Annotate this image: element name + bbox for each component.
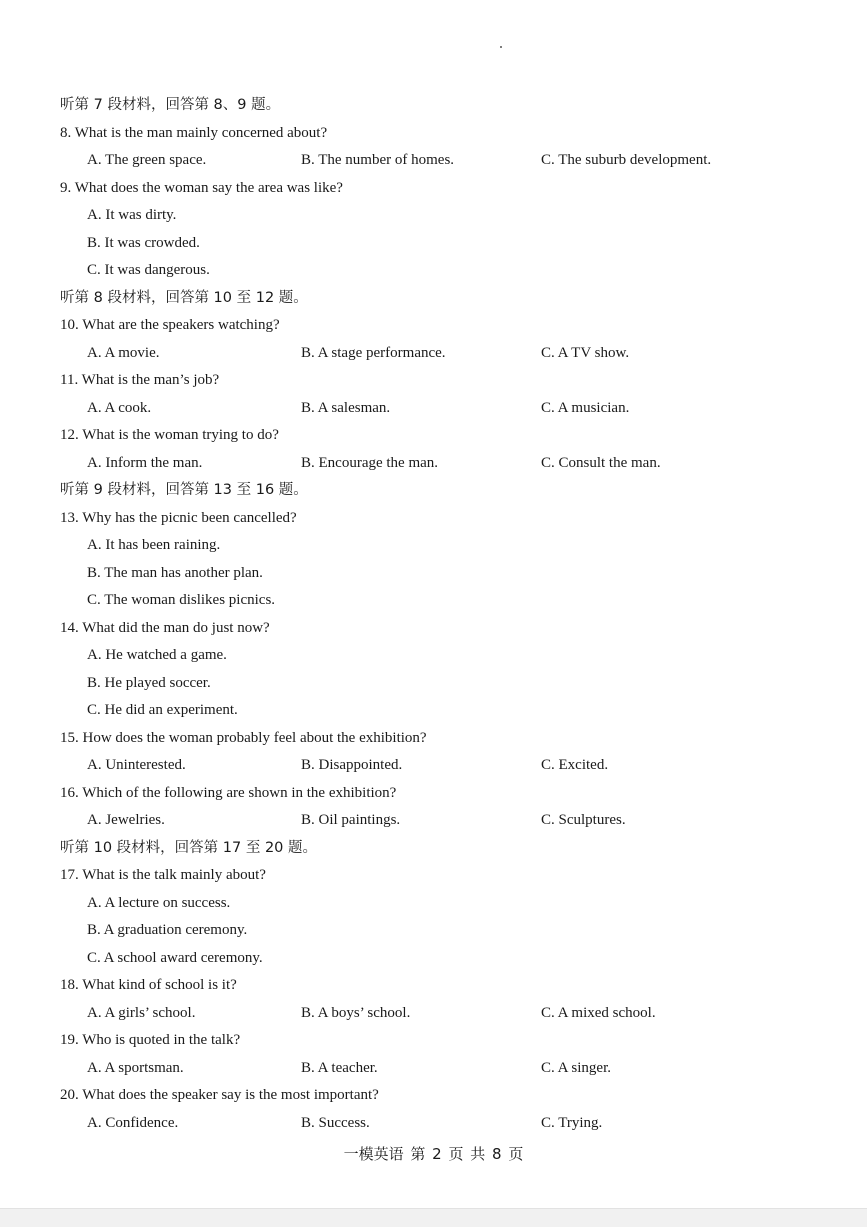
option-a: A. Inform the man. — [87, 454, 203, 471]
section-header: 听第 8 段材料，回答第 10 至 12 题。 — [60, 289, 308, 306]
question-text: 8. What is the man mainly concerned about? — [60, 124, 328, 141]
question-text: 11. What is the man’s job? — [60, 372, 220, 388]
question-list — [60, 92, 840, 1137]
question-text: 13. Why has the picnic been cancelled? — [60, 509, 297, 526]
option-c: C. The woman dislikes picnics. — [87, 592, 276, 608]
question-text: 16. Which of the following are shown in the exhibition? — [60, 784, 397, 801]
option-b: B. It was crowded. — [87, 234, 200, 251]
scan-edge — [0, 1208, 867, 1227]
option-c: C. A TV show. — [541, 344, 630, 361]
option-c: C. A mixed school. — [541, 1004, 656, 1021]
option-b: B. A teacher. — [301, 1059, 378, 1076]
question-text: 12. What is the woman trying to do? — [60, 427, 279, 443]
options-row — [60, 1000, 840, 1028]
option-b: B. He played soccer. — [87, 674, 211, 691]
option-c: C. Consult the man. — [541, 454, 661, 471]
option-a: A. A lecture on success. — [87, 894, 231, 911]
option-b: B. Success. — [301, 1114, 370, 1131]
question-text: 15. How does the woman probably feel about the exhibition? — [60, 729, 427, 746]
options-row — [60, 395, 840, 423]
option-b: B. The man has another plan. — [87, 564, 263, 581]
section-header: 听第 9 段材料，回答第 13 至 16 题。 — [60, 482, 308, 498]
option-b: B. Disappointed. — [301, 757, 403, 773]
option-a: A. A cook. — [87, 399, 152, 416]
options-row — [60, 752, 840, 780]
section-header: 听第 10 段材料，回答第 17 至 20 题。 — [60, 839, 318, 856]
option-c: C. Excited. — [541, 757, 609, 773]
page-footer: 一模英语 第 2 页 共 8 页 — [343, 1145, 524, 1163]
options-row — [60, 1110, 840, 1138]
question-text: 18. What kind of school is it? — [60, 977, 237, 993]
options-row — [60, 1055, 840, 1083]
option-b: B. A boys’ school. — [301, 1004, 411, 1021]
options-row — [60, 147, 840, 175]
option-b: B. A graduation ceremony. — [87, 922, 248, 938]
option-b: B. Oil paintings. — [301, 812, 401, 828]
option-a: A. It has been raining. — [87, 537, 221, 553]
option-c: C. A school award ceremony. — [87, 949, 263, 966]
option-b: B. A stage performance. — [301, 344, 446, 361]
option-a: A. A sportsman. — [87, 1059, 184, 1076]
option-c: C. Trying. — [541, 1114, 603, 1131]
options-row — [60, 807, 840, 835]
options-row — [60, 340, 840, 368]
section-header: 听第 7 段材料，回答第 8、9 题。 — [60, 97, 281, 113]
option-b: B. The number of homes. — [301, 152, 455, 168]
option-a: A. A movie. — [87, 344, 160, 361]
option-a: A. He watched a game. — [87, 647, 227, 663]
option-c: C. It was dangerous. — [87, 262, 210, 278]
option-c: C. He did an experiment. — [87, 702, 238, 718]
question-text: 9. What does the woman say the area was like? — [60, 179, 343, 196]
question-text: 19. Who is quoted in the talk? — [60, 1032, 241, 1048]
option-c: C. Sculptures. — [541, 812, 626, 828]
question-text: 10. What are the speakers watching? — [60, 317, 280, 333]
option-c: C. A musician. — [541, 399, 630, 416]
option-a: A. Confidence. — [87, 1114, 179, 1131]
option-a: A. It was dirty. — [87, 207, 177, 223]
option-a: A. Jewelries. — [87, 812, 165, 828]
option-b: B. Encourage the man. — [301, 454, 439, 471]
option-a: A. The green space. — [87, 152, 207, 168]
options-row — [60, 450, 840, 478]
option-a: A. A girls’ school. — [87, 1004, 196, 1021]
option-b: B. A salesman. — [301, 399, 391, 416]
option-c: C. The suburb development. — [541, 152, 712, 168]
question-text: 14. What did the man do just now? — [60, 619, 270, 636]
question-text: 17. What is the talk mainly about? — [60, 867, 266, 883]
option-c: C. A singer. — [541, 1059, 612, 1076]
stray-mark — [500, 46, 502, 48]
question-text: 20. What does the speaker say is the most important? — [60, 1087, 379, 1103]
option-a: A. Uninterested. — [87, 757, 186, 773]
